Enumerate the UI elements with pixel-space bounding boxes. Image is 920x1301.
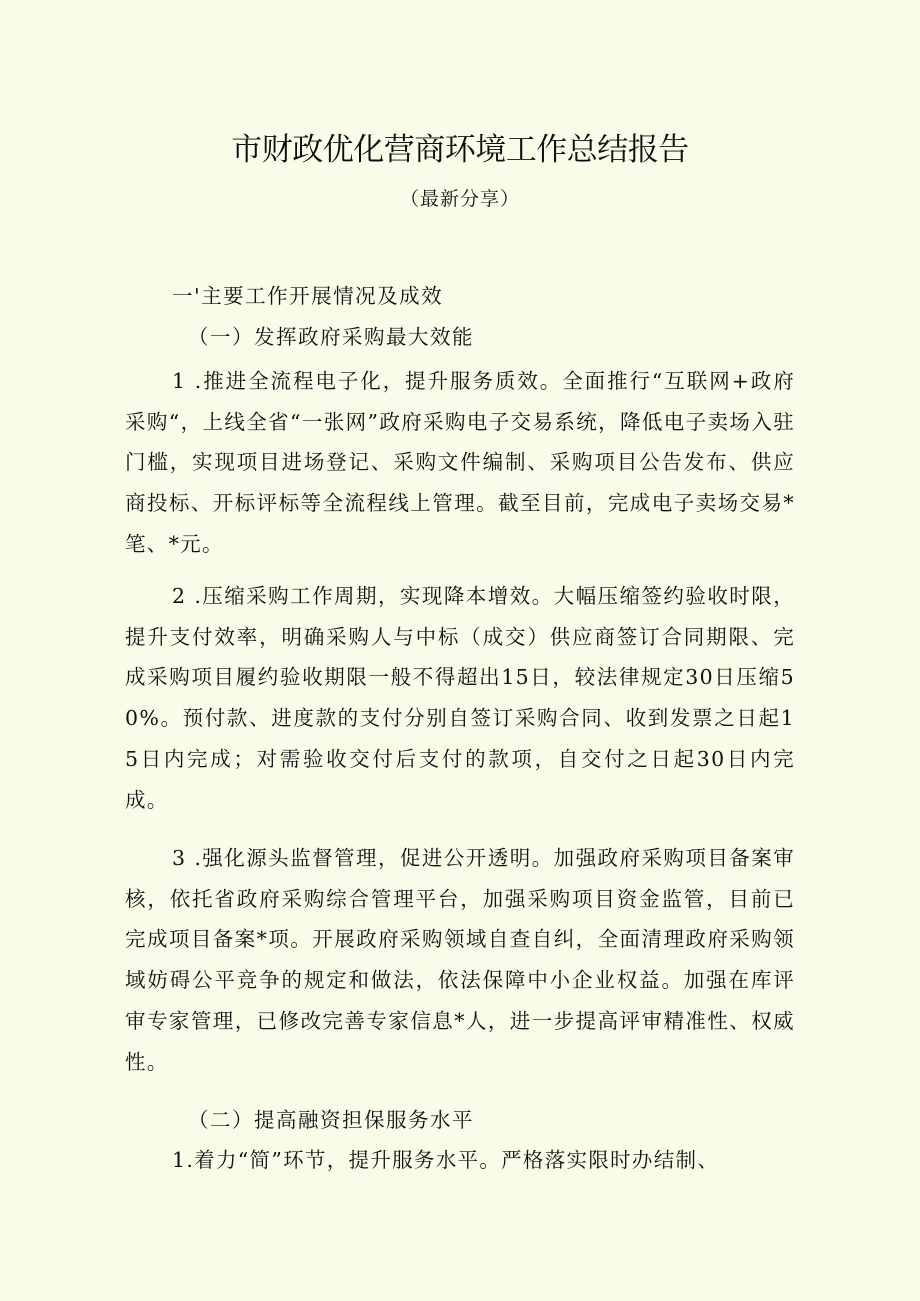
paragraph-1: 1 .推进全流程电子化，提升服务质效。全面推行“互联网+政府采购“，上线全省“一张网”政府采购电子交易系统，降低电子卖场入驻门槛，实现项目进场登记、采购文件编制、采购项目公告发布、供应商投标、开标评标等全流程线上管理。截至目前，完成电子卖场交易*笔、*元。 xyxy=(125,369,795,556)
paragraph-4: 1.着力“简”环节，提升服务水平。严格落实限时办结制、 xyxy=(172,1148,720,1172)
document-subtitle: （最新分享） xyxy=(399,188,520,210)
document-title: 市财政优化营商环境工作总结报告 xyxy=(231,132,689,168)
subsection-heading-2: （二）提高融资担保服务水平 xyxy=(188,1108,474,1132)
subsection-heading-1: （一）发挥政府采购最大效能 xyxy=(188,325,474,349)
section-heading-1: 一'主要工作开展情况及成效 xyxy=(172,284,444,308)
paragraph-3: 3 .强化源头监督管理，促进公开透明。加强政府采购项目备案审核，依托省政府采购综合管理平台，加强采购项目资金监管，目前已完成项目备案*项。开展政府采购领域自查自纠，全面清理政府采购领域妨碍公平竞争的规定和做法，依法保障中小企业权益。加强在库评审专家管理，已修改完善专家信息*人，进一步提高评审精准性、权威性。 xyxy=(125,846,795,1074)
paragraph-2: 2 .压缩采购工作周期，实现降本增效。大幅压缩签约验收时限，提升支付效率，明确采购人与中标（成交）供应商签订合同期限、完成采购项目履约验收期限一般不得超出15日，较法律规定30日压缩50%。预付款、进度款的支付分别自签订采购合同、收到发票之日起15日内完成；对需验收交付后支付的款项，自交付之日起30日内完成。 xyxy=(125,584,795,812)
